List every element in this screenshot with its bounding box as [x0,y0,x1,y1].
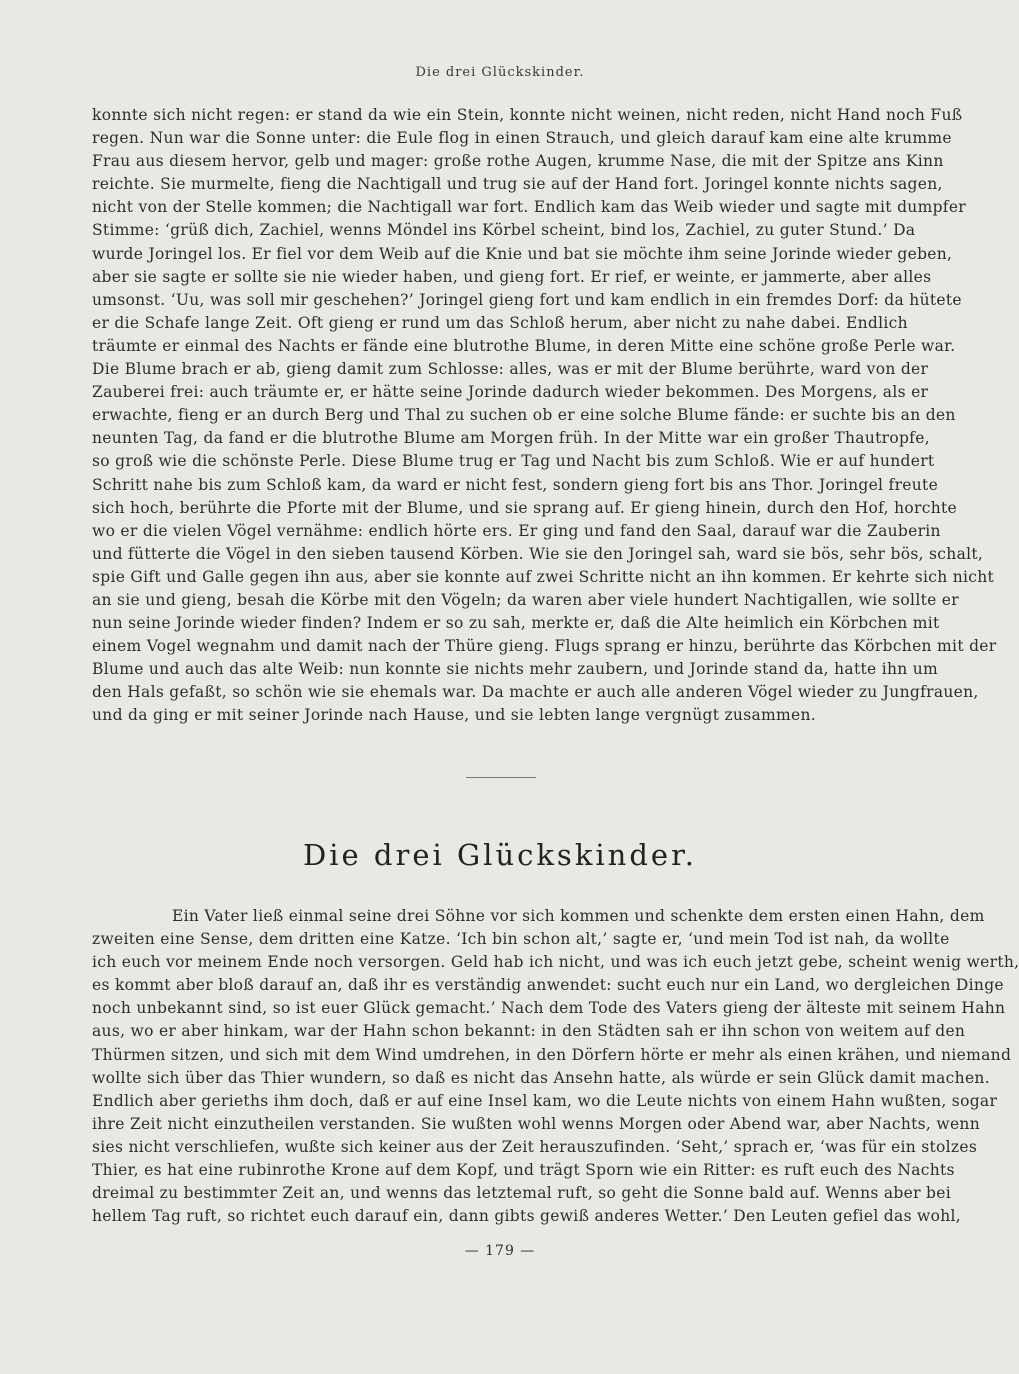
text-line: aus, wo er aber hinkam, war der Hahn schon bekannt: in den Städten sah er ihn schon von weitem auf den [92,1022,966,1041]
text-line: aber sie sagte er sollte sie nie wieder haben, und gieng fort. Er rief, er weinte, er jammerte, aber alles [92,267,932,286]
text-line: wo er die vielen Vögel vernähme: endlich hörte ers. Er ging und fand den Saal, darauf war die Zauberin [92,521,941,540]
text-line: und da ging er mit seiner Jorinde nach Hause, und sie lebten lange vergnügt zusammen. [92,706,816,725]
text-line: einem Vogel wegnahm und damit nach der Thüre gieng. Flugs sprang er hinzu, berührte das Körbchen mit der [92,637,997,656]
text-line: regen. Nun war die Sonne unter: die Eule flog in einen Strauch, und gleich darauf kam eine alte krumme [92,129,952,148]
page-number: — 179 — [464,1243,536,1259]
story-continuation-text [92,104,997,728]
text-line: wollte sich über das Thier wundern, so daß es nicht das Ansehn hatte, als würde er sein Glück damit machen. [92,1068,990,1087]
text-line: sies nicht verschliefen, wußte sich keiner aus der Zeit herauszufinden. ‘Seht,’ sprach er, ‘was für ein stolzes [92,1137,978,1156]
text-line: Thier, es hat eine rubinrothe Krone auf dem Kopf, und trägt Sporn wie ein Ritter: es ruft euch des Nachts [92,1161,955,1180]
text-line: noch unbekannt sind, so ist euer Glück gemacht.’ Nach dem Tode des Vaters gieng der älteste mit seinem Hahn [92,999,1006,1018]
text-line: hellem Tag ruft, so richtet euch darauf ein, dann gibts gewiß anderes Wetter.’ Den Leuten gefiel das wohl, [92,1207,962,1226]
text-line: konnte sich nicht regen: er stand da wie ein Stein, konnte nicht weinen, nicht reden, nicht Hand noch Fuß [92,106,963,124]
text-line: und fütterte die Vögel in den sieben tausend Körben. Wie sie den Joringel sah, ward sie bös, sehr bös, schalt, [92,544,984,563]
story-body-text [92,905,1019,1228]
text-line: reichte. Sie murmelte, fieng die Nachtigall und trug sie auf der Hand fort. Joringel konnte nichts sagen, [92,175,943,194]
text-line: es kommt aber bloß darauf an, daß ihr es verständig anwendet: sucht euch nur ein Land, wo dergleichen Dinge [92,976,1004,995]
text-line: den Hals gefaßt, so schön wie sie ehemals war. Da machte er auch alle anderen Vögel wieder zu Jungfrauen, [92,683,979,702]
text-line: er die Schafe lange Zeit. Oft gieng er rund um das Schloß herum, aber nicht zu nahe dabei. Endlich [92,313,908,332]
text-line: Blume und auch das alte Weib: nun konnte sie nichts mehr zaubern, und Jorinde stand da, hatte ihn um [92,660,939,679]
text-line: erwachte, fieng er an durch Berg und Thal zu suchen ob er eine solche Blume fände: er suchte bis an den [92,406,956,425]
text-line: Schritt nahe bis zum Schloß kam, da ward er nicht fest, sondern gieng fort bis ans Thor. Joringel freute [92,475,939,494]
text-line: zweiten eine Sense, dem dritten eine Katze. ‘Ich bin schon alt,’ sagte er, ‘und mein Tod ist nah, da wollte [92,930,950,949]
text-line: spie Gift und Galle gegen ihn aus, aber sie konnte auf zwei Schritte nicht an ihn kommen. Er kehrte sich nicht [92,567,995,586]
text-line: nicht von der Stelle kommen; die Nachtigall war fort. Endlich kam das Weib wieder und sagte mit dumpfer [92,198,967,217]
text-line: träumte er einmal des Nachts er fände eine blutrothe Blume, in deren Mitte eine schöne große Perle war. [92,336,956,355]
text-line: wurde Joringel los. Er fiel vor dem Weib auf die Knie und bat sie möchte ihm seine Jorinde wieder geben, [92,244,953,263]
text-line: neunten Tag, da fand er die blutrothe Blume am Morgen früh. In der Mitte war ein großer Thautropfe, [92,429,930,448]
text-line: umsonst. ‘Uu, was soll mir geschehen?’ Joringel gieng fort und kam endlich in ein fremdes Dorf: da hütete [92,290,962,309]
text-line: Stimme: ‘grüß dich, Zachiel, wenns Möndel ins Körbel scheint, bind los, Zachiel, zu guter Stund.’ Da [92,221,916,240]
text-line: sich hoch, berührte die Pforte mit der Blume, und sie sprang auf. Er gieng hinein, durch den Hof, horchte [92,498,958,517]
text-line: Frau aus diesem hervor, gelb und mager: große rothe Augen, krumme Nase, die mit der Spitze ans Kinn [92,152,944,171]
text-line: nun seine Jorinde wieder finden? Indem er so zu sah, merkte er, daß die Alte heimlich ein Körbchen mit [92,614,940,633]
text-line: an sie und gieng, besah die Körbe mit den Vögeln; da waren aber viele hundert Nachtigallen, wie sollte er [92,590,959,609]
text-line: Zauberei frei: auch träumte er, er hätte seine Jorinde dadurch wieder bekommen. Des Morgens, als er [92,383,929,402]
text-line: Ein Vater ließ einmal seine drei Söhne vor sich kommen und schenkte dem ersten einen Hahn, dem [172,907,985,925]
text-line: so groß wie die schönste Perle. Diese Blume trug er Tag und Nacht bis zum Schloß. Wie er auf hundert [92,452,935,471]
text-line: Die Blume brach er ab, gieng damit zum Schlosse: alles, was er mit der Blume berührte, ward von der [92,360,929,379]
text-line: dreimal zu bestimmter Zeit an, und wenns das letztemal ruft, so geht die Sonne bald auf. Wenns aber bei [92,1184,951,1203]
text-line: Endlich aber gerieths ihm doch, daß er auf eine Insel kam, wo die Leute nichts von einem Hahn wußten, sogar [92,1091,998,1110]
story-title: Die drei Glückskinder. [303,838,697,872]
text-line: ich euch vor meinem Ende noch versorgen. Geld hab ich nicht, und was ich euch jetzt gebe, scheint wenig werth, [92,953,1019,972]
text-line: ihre Zeit nicht einzutheilen verstanden. Sie wußten wohl wenns Morgen oder Abend war, aber Nachts, wenn [92,1114,980,1133]
section-divider [466,777,536,778]
running-head: Die drei Glückskinder. [415,65,585,80]
text-line: Thürmen sitzen, und sich mit dem Wind umdrehen, in den Dörfern hörte er mehr als einen krähen, und niemand [92,1045,1012,1064]
